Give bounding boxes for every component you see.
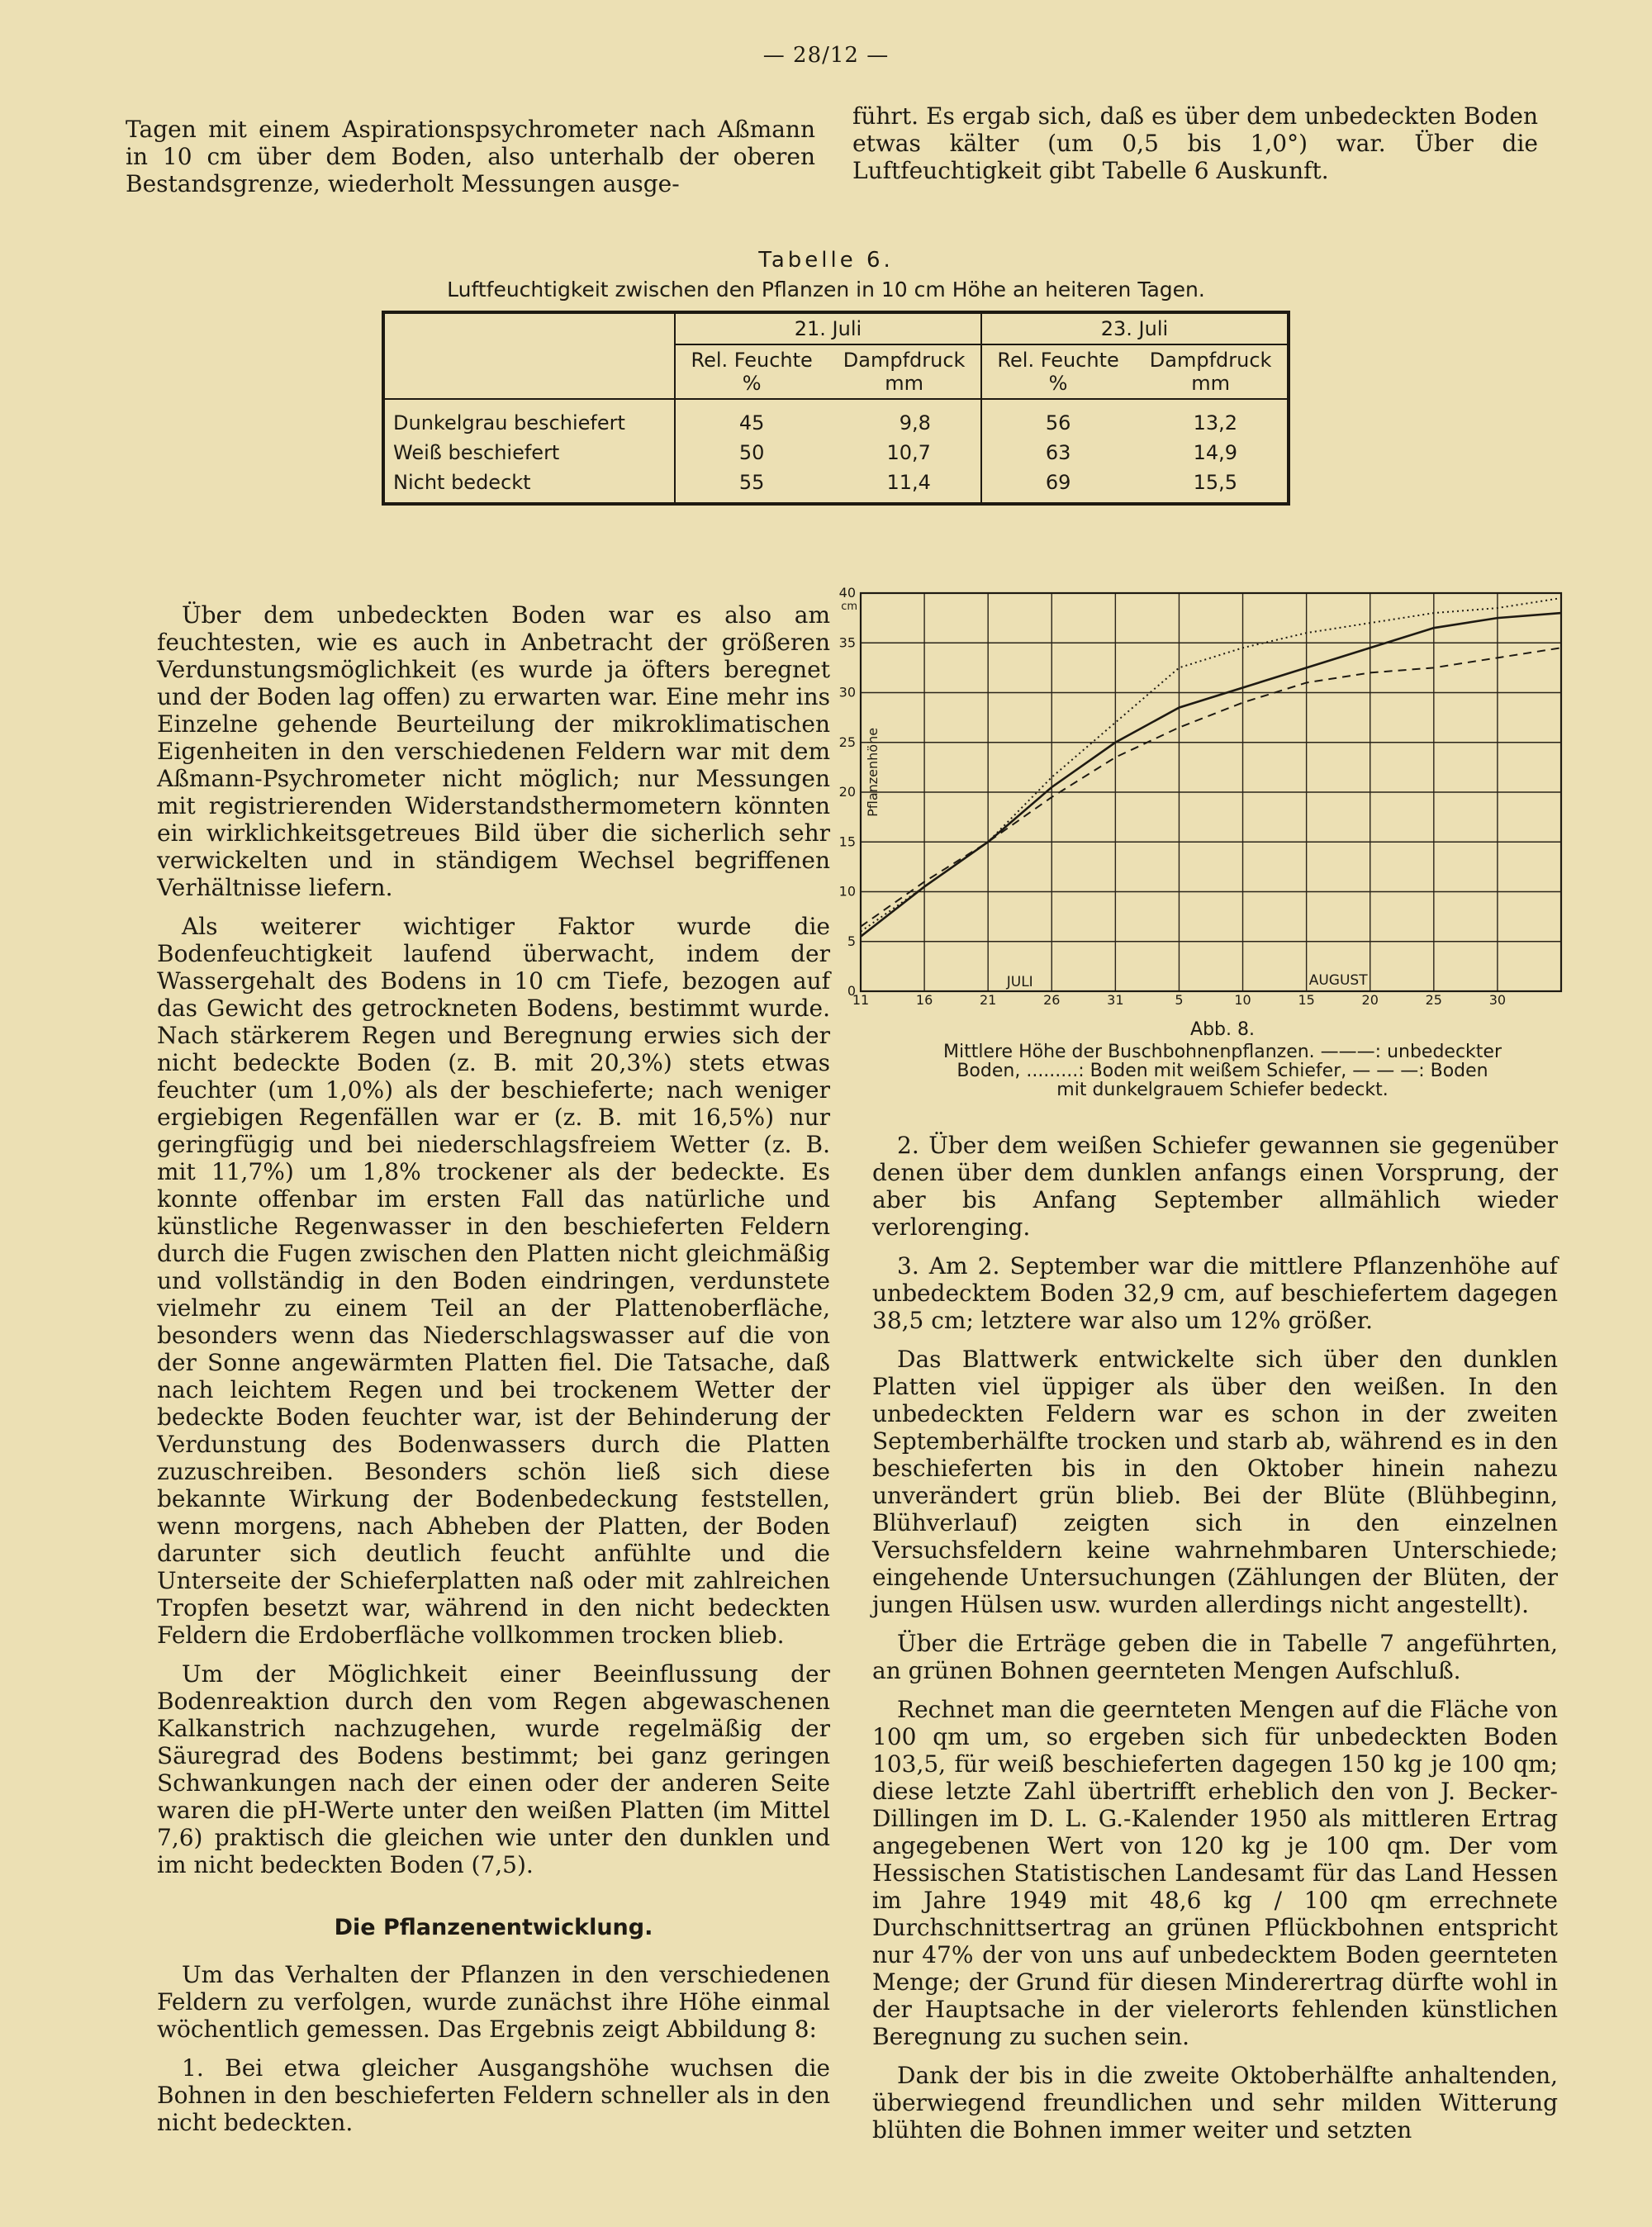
table-caption: Luftfeuchtigkeit zwischen den Pflanzen in 10 cm Höhe an heiteren Tagen. xyxy=(447,278,1205,302)
cell-rh2: 69 xyxy=(981,468,1134,504)
x-tick-label: 15 xyxy=(1298,992,1315,1008)
paragraph: Dank der bis in die zweite Oktoberhälfte anhaltenden, überwiegend freundlichen und sehr milden Witterung blühten die Bohnen immer weiter und setzten xyxy=(872,2062,1558,2144)
table-date-2: 23. Juli xyxy=(981,312,1289,344)
x-tick-label: 30 xyxy=(1488,992,1507,1008)
header-vp-label: Dampfdruck xyxy=(1149,349,1272,372)
row-label: Weiß beschiefert xyxy=(393,441,560,464)
top-right-paragraph: führt. Es ergab sich, daß es über dem unbedeckten Boden etwas kälter (um 0,5 bis 1,0°) war. Über die Luftfeuchtigkeit gibt Tabelle 6 Auskunft. xyxy=(852,102,1538,184)
x-tick-label: 26 xyxy=(1043,992,1061,1008)
header-rh-label: Rel. Feuchte xyxy=(691,349,813,372)
right-column xyxy=(872,1132,1558,2144)
paragraph: Rechnet man die geernteten Mengen auf die Fläche von 100 qm um, so ergeben sich für unbedeckten Boden 103,5, für weiß beschieferten dagegen 150 kg je 100 qm; diese letzte Zahl übertrifft erheblich den von J. Becker-Dillingen im D. L. G.-Kalender 1950 als mittleren Ertrag angegebenen Wert von 120 kg je 100 qm. Der vom Hessischen Statistischen Landesamt für das Land Hessen im Jahre 1949 mit 48,6 kg / 100 qm errechnete Durchschnittsertrag an grünen Pflückbohnen entspricht nur 47% der von uns auf unbedecktem Boden geernteten Menge; der Grund für diesen Minderertrag dürfte wohl in der Hauptsache in der vielerorts fehlenden künstlichen Beregnung zu suchen sein. xyxy=(872,1696,1558,2050)
top-left-text xyxy=(126,116,815,197)
cell-vp2: 13,2 xyxy=(1193,411,1237,434)
series-line-dashed xyxy=(861,648,1561,926)
cell-vp1: 10,7 xyxy=(886,441,931,464)
y-tick-label: 15 xyxy=(838,833,856,850)
cell-rh1: 55 xyxy=(675,468,828,504)
x-tick-label: 5 xyxy=(1175,992,1184,1008)
paragraph: 1. Bei etwa gleicher Ausgangshöhe wuchsen die Bohnen in den beschieferten Feldern schneller als in den nicht bedeckten. xyxy=(157,2054,830,2136)
series-line-solid xyxy=(861,613,1561,937)
section-heading: Die Pflanzenentwicklung. xyxy=(334,1915,653,1940)
figure-caption xyxy=(859,1042,1586,1099)
table-title: Tabelle 6. xyxy=(758,248,894,273)
paragraph: Um das Verhalten der Pflanzen in den verschiedenen Feldern zu verfolgen, wurde zunächst ihre Höhe einmal wöchentlich gemessen. Das Ergebnis zeigt Abbildung 8: xyxy=(157,1961,830,2043)
table-row xyxy=(383,468,1289,504)
left-column-bottom xyxy=(157,1961,830,2136)
paragraph: 2. Über dem weißen Schiefer gewannen sie gegenüber denen über dem dunklen anfangs einen Vorsprung, der aber bis Anfang September allmählich wieder verlorenging. xyxy=(872,1132,1558,1241)
y-tick-label: 5 xyxy=(847,933,856,949)
top-right-text xyxy=(852,102,1538,184)
cell-rh1: 45 xyxy=(675,399,828,438)
chart-figure xyxy=(836,583,1586,1046)
header-rh-2 xyxy=(981,344,1134,399)
cell-vp1: 11,4 xyxy=(886,471,931,494)
header-vp-label: Dampfdruck xyxy=(843,349,966,372)
paragraph: Über die Erträge geben die in Tabelle 7 angeführten, an grünen Bohnen geernteten Mengen Aufschluß. xyxy=(872,1630,1558,1684)
series-line-dotted xyxy=(861,598,1561,932)
row-label: Dunkelgrau beschiefert xyxy=(393,411,625,434)
y-tick-label: 0 xyxy=(847,983,856,999)
table-date-1: 21. Juli xyxy=(675,312,981,344)
header-rh-unit: % xyxy=(742,372,762,395)
paragraph: Um der Möglichkeit einer Beeinflussung der Bodenreaktion durch den vom Regen abgewaschenen Kalkanstrich nachzugehen, wurde regelmäßig der Säuregrad des Bodens bestimmt; bei ganz geringen Schwankungen nach der einen oder der anderen Seite waren die pH-Werte unter den weißen Platten (im Mittel 7,6) praktisch die gleichen wie unter den dunklen und im nicht bedeckten Boden (7,5). xyxy=(157,1660,830,1878)
x-tick-label: 25 xyxy=(1425,992,1442,1008)
figure-caption-line: Mittlere Höhe der Buschbohnenpflanzen. ———: unbedeckter xyxy=(942,1042,1502,1062)
x-tick-label: 10 xyxy=(1234,992,1251,1008)
paragraph: Als weiterer wichtiger Faktor wurde die Bodenfeuchtigkeit laufend überwacht, indem der Wassergehalt des Bodens in 10 cm Tiefe, bezogen auf das Gewicht des getrockneten Bodens, bestimmt wurde. Nach stärkerem Regen und Beregnung erwies sich der nicht bedeckte Boden (z. B. mit 20,3%) stets etwas feuchter (um 1,0%) als der beschieferte; nach weniger ergiebigen Regenfällen war er (z. B. mit 16,5%) nur geringfügig und bei niederschlagsfreiem Wetter (z. B. mit 11,7%) um 1,8% trockener als der bedeckte. Es konnte offenbar im ersten Fall das natürliche und künstliche Regenwasser in den beschieferten Feldern durch die Fugen zwischen den Platten nicht gleichmäßig und vollständig in den Boden eindringen, verdunstete vielmehr zu einem Teil an der Plattenoberfläche, besonders wenn das Niederschlagswasser auf die von der Sonne angewärmten Platten fiel. Die Tatsache, daß nach leichtem Regen und bei trockenem Wetter der bedeckte Boden feuchter war, ist der Behinderung der Verdunstung des Bodenwassers durch die Platten zuzuschreiben. Besonders schön ließ sich diese bekannte Wirkung der Bodenbedeckung feststellen, wenn morgens, nach Abheben der Platten, der Boden darunter sich deutlich feucht anfühlte und die Unterseite der Schieferplatten naß oder mit zahlreichen Tropfen besetzt war, während in den nicht bedeckten Feldern die Erdoberfläche vollkommen trocken blieb. xyxy=(157,913,830,1649)
header-vp-1 xyxy=(828,344,981,399)
header-vp-2 xyxy=(1134,344,1289,399)
header-rh-1 xyxy=(675,344,828,399)
figure-label: Abb. 8. xyxy=(1190,1019,1255,1040)
cell-rh1: 50 xyxy=(675,438,828,468)
y-tick-label: 10 xyxy=(838,883,856,900)
x-tick-label: 11 xyxy=(852,992,870,1008)
y-tick-label: 40 xyxy=(838,585,856,601)
humidity-table xyxy=(382,311,1290,506)
header-vp-unit: mm xyxy=(1191,372,1230,395)
table-row xyxy=(383,399,1289,438)
month-label-august: AUGUST xyxy=(1308,972,1368,989)
cell-vp2: 15,5 xyxy=(1193,471,1237,494)
table-corner xyxy=(383,312,675,399)
header-rh-label: Rel. Feuchte xyxy=(997,349,1119,372)
x-tick-label: 16 xyxy=(915,992,933,1008)
y-unit-label: cm xyxy=(841,601,857,613)
figure-caption-line: mit dunkelgrauem Schiefer bedeckt. xyxy=(1056,1080,1389,1100)
y-axis-label: Pflanzenhöhe xyxy=(865,727,881,817)
paragraph: Das Blattwerk entwickelte sich über den dunklen Platten viel üppiger als über den weißen. In den unbedeckten Feldern war es schon in der zweiten Septemberhälfte trocken und starb ab, während es in den beschieferten bis in den Oktober hinein nahezu unverändert grün blieb. Bei der Blüte (Blühbeginn, Blühverlauf) zeigten sich in den einzelnen Versuchsfeldern keine wahrnehmbaren Unterschiede; eingehende Untersuchungen (Zählungen der Blüten, der jungen Hülsen usw. wurden allerdings nicht angestellt). xyxy=(872,1346,1558,1618)
paragraph: 3. Am 2. September war die mittlere Pflanzenhöhe auf unbedecktem Boden 32,9 cm, auf beschiefertem dagegen 38,5 cm; letztere war also um 12% größer. xyxy=(872,1252,1558,1334)
x-tick-label: 21 xyxy=(980,992,997,1008)
header-rh-unit: % xyxy=(1048,372,1068,395)
y-tick-label: 35 xyxy=(838,634,856,651)
month-label-july: JULI xyxy=(1006,974,1033,990)
y-tick-label: 20 xyxy=(838,784,856,800)
cell-rh2: 63 xyxy=(981,438,1134,468)
left-column xyxy=(157,601,830,1878)
x-tick-label: 20 xyxy=(1361,992,1379,1008)
header-vp-unit: mm xyxy=(885,372,923,395)
row-label: Nicht bedeckt xyxy=(393,471,531,494)
figure-caption-line: Boden, .........: Boden mit weißem Schiefer, — — —: Boden xyxy=(957,1061,1488,1081)
cell-vp2: 14,9 xyxy=(1193,441,1237,464)
paragraph: Über dem unbedeckten Boden war es also am feuchtesten, wie es auch in Anbetracht der größeren Verdunstungsmöglichkeit (es wurde ja öfters beregnet und der Boden lag offen) zu erwarten war. Eine mehr ins Einzelne gehende Beurteilung der mikroklimatischen Eigenheiten in den verschiedenen Feldern war mit dem Aßmann-Psychrometer nicht möglich; nur Messungen mit registrierenden Widerstandsthermometern könnten ein wirklichkeitsgetreues Bild über die sicherlich sehr verwickelten und in ständigem Wechsel begriffenen Verhältnisse liefern. xyxy=(157,601,830,901)
cell-vp1: 9,8 xyxy=(899,411,931,434)
y-tick-label: 25 xyxy=(838,734,856,750)
x-tick-label: 31 xyxy=(1107,992,1124,1008)
top-left-paragraph: Tagen mit einem Aspirationspsychrometer nach Aßmann in 10 cm über dem Boden, also unterhalb der oberen Bestandsgrenze, wiederholt Messungen ausge- xyxy=(126,116,815,197)
y-tick-label: 30 xyxy=(838,684,856,700)
table-row xyxy=(383,438,1289,468)
cell-rh2: 56 xyxy=(981,399,1134,438)
height-chart xyxy=(836,583,1586,1019)
page-number: — 28/12 — xyxy=(762,43,890,68)
